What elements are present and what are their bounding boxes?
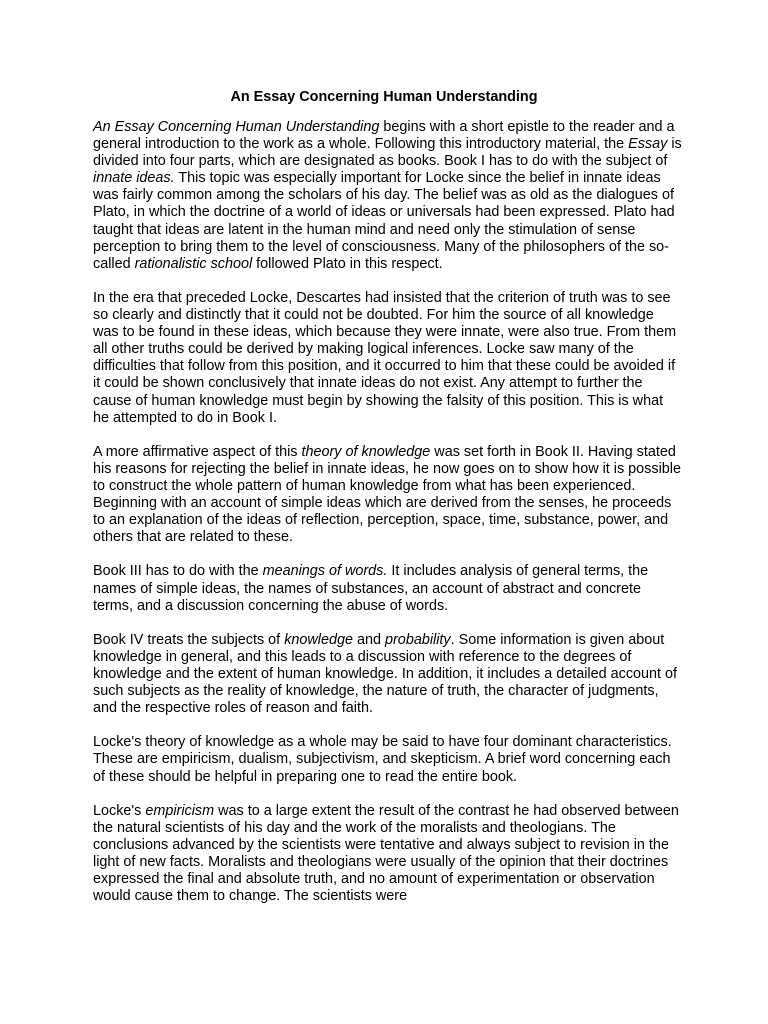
- text-run: Book III has to do with the: [93, 563, 263, 580]
- italic-text: An Essay Concerning Human Understanding: [93, 119, 380, 135]
- text-run: This topic was especially important for Locke since the belief in innate ideas was fairly common among the scholars of his day. The belief was as old as the dialogues of Plato, in which the doctrine of a world of ideas or universals had been expressed. Plato had taught that ideas are latent in the human mind and need only the stimulation of sense perception to bring them to the level of consciousness. Many of the philosophers of the so-called: [93, 170, 675, 272]
- text-run: It includes analysis of general terms, the names of simple ideas, the names of substances, an account of abstract and concrete terms, and a discussion concerning the abuse of words.: [93, 563, 649, 614]
- italic-text: theory of knowledge: [301, 443, 431, 460]
- text-run: followed Plato in this respect.: [252, 255, 443, 272]
- text-run: is divided into four parts, which are designated as books. Book I has to do with the subject of: [93, 136, 682, 170]
- text-run: In the era that preceded Locke, Descartes had insisted that the criterion of truth was to see so clearly and distinctly that it could not be doubted. For him the source of all knowledge was to be found in these ideas, which because they were innate, were also true. From them all other truths could be derived by making logical inferences. Locke saw many of the difficulties that follow from this position, and it occurred to him that these could be avoided if it could be shown conclusively that innate ideas do not exist. Any attempt to further the cause of human knowledge must begin by showing the falsity of this position. This is what he attempted to do in Book I.: [93, 289, 677, 426]
- document-title: An Essay Concerning Human Understanding: [230, 89, 538, 105]
- text-run: . Some information is given about knowledge in general, and this leads to a discussion with reference to the degrees of knowledge and the extent of human knowledge. In addition, it includes a detailed account of such subjects as the reality of knowledge, the nature of truth, the character of judgments, and the respective roles of reason and faith.: [93, 631, 678, 717]
- text-run: Locke's: [93, 802, 146, 819]
- italic-text: knowledge: [284, 631, 353, 648]
- italic-text: probability: [385, 631, 451, 648]
- paragraph-3: [93, 444, 683, 547]
- italic-text: Essay: [628, 136, 668, 153]
- document-body: [93, 119, 683, 922]
- paragraph-6: [93, 734, 683, 785]
- paragraph-7: [93, 803, 683, 906]
- paragraph-4: [93, 563, 683, 614]
- paragraph-5: [93, 632, 683, 717]
- italic-text: innate ideas.: [93, 170, 175, 187]
- text-run: Book IV treats the subjects of: [93, 631, 285, 648]
- text-run: A more affirmative aspect of this: [93, 443, 302, 460]
- text-run: Locke's theory of knowledge as a whole may be said to have four dominant characteristics. These are empiricism, dualism, subjectivism, and skepticism. A brief word concerning each of these should be helpful in preparing one to read the entire book.: [93, 734, 672, 785]
- text-run: was to a large extent the result of the contrast he had observed between the natural scientists of his day and the work of the moralists and theologians. The conclusions advanced by the scientists were tentative and always subject to revision in the light of new facts. Moralists and theologians were usually of the opinion that their doctrines expressed the final and absolute truth, and no amount of experimentation or observation would cause them to change. The scientists were: [93, 802, 679, 905]
- italic-text: empiricism: [145, 802, 215, 819]
- text-run: was set forth in Book II. Having stated his reasons for rejecting the belief in innate ideas, he now goes on to show how it is possible to construct the whole pattern of human knowledge from what has been experienced. Beginning with an account of simple ideas which are derived from the senses, he proceeds to an explanation of the ideas of reflection, perception, space, time, substance, power, and others that are related to these.: [93, 443, 681, 546]
- italic-text: rationalistic school: [134, 255, 253, 272]
- italic-text: meanings of words.: [262, 563, 388, 580]
- text-run: begins with a short epistle to the reader and a general introduction to the work as a whole. Following this introductory material, the: [93, 119, 675, 153]
- paragraph-2: [93, 290, 683, 427]
- paragraph-1: [93, 119, 683, 273]
- text-run: and: [353, 631, 386, 648]
